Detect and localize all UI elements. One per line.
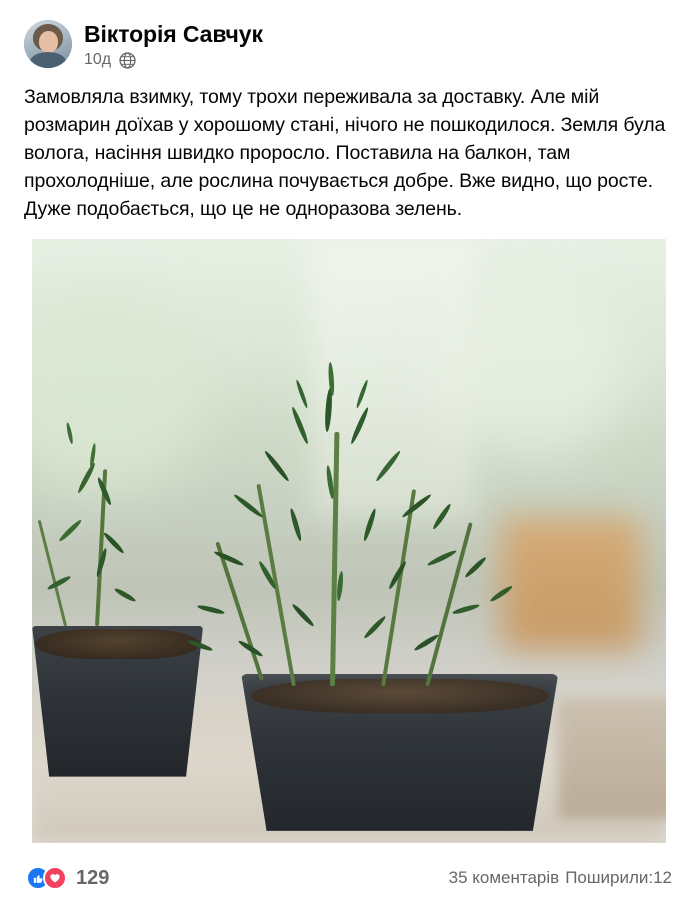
- comments-count[interactable]: 35 коментарів: [448, 868, 560, 887]
- heart-icon: [43, 866, 67, 890]
- author-name[interactable]: Вікторія Савчук: [84, 21, 263, 47]
- post-header: [0, 0, 698, 69]
- photo-pot-right: [558, 698, 666, 819]
- photo-bokeh-right: [438, 275, 628, 456]
- avatar[interactable]: [24, 20, 72, 68]
- post-photo[interactable]: [32, 239, 666, 843]
- globe-icon: [119, 52, 136, 69]
- avatar-body: [30, 52, 66, 68]
- photo-soil-main: [251, 679, 549, 714]
- post-text: Замовляла взимку, тому трохи переживала за доставку. Але мій розмарин доїхав у хорошому стані, нічого не пошкодилося. Земля була волога, насіння швидко проросло. Поставила на балкон, там прохолодніше, але рослина почувається добре. Вже видно, що росте. Дуже подобається, що це не одноразова зелень.: [24, 86, 666, 220]
- post-header-text: [84, 20, 263, 69]
- reaction-count: 129: [76, 866, 110, 889]
- photo-pot-left: [32, 626, 203, 777]
- post-meta: [84, 51, 263, 69]
- photo-wood-blur: [501, 517, 640, 650]
- photo-bokeh-left: [32, 287, 210, 492]
- photo-soil-left: [35, 629, 199, 659]
- photo-background: [32, 239, 666, 843]
- post-timestamp[interactable]: 10д: [84, 51, 112, 68]
- post-footer: [0, 852, 698, 908]
- shares-count[interactable]: Поширили:12: [565, 868, 672, 887]
- photo-pot-main: [241, 674, 558, 831]
- reactions-summary[interactable]: [26, 866, 109, 890]
- avatar-face: [39, 31, 58, 53]
- post-stats: [449, 868, 672, 888]
